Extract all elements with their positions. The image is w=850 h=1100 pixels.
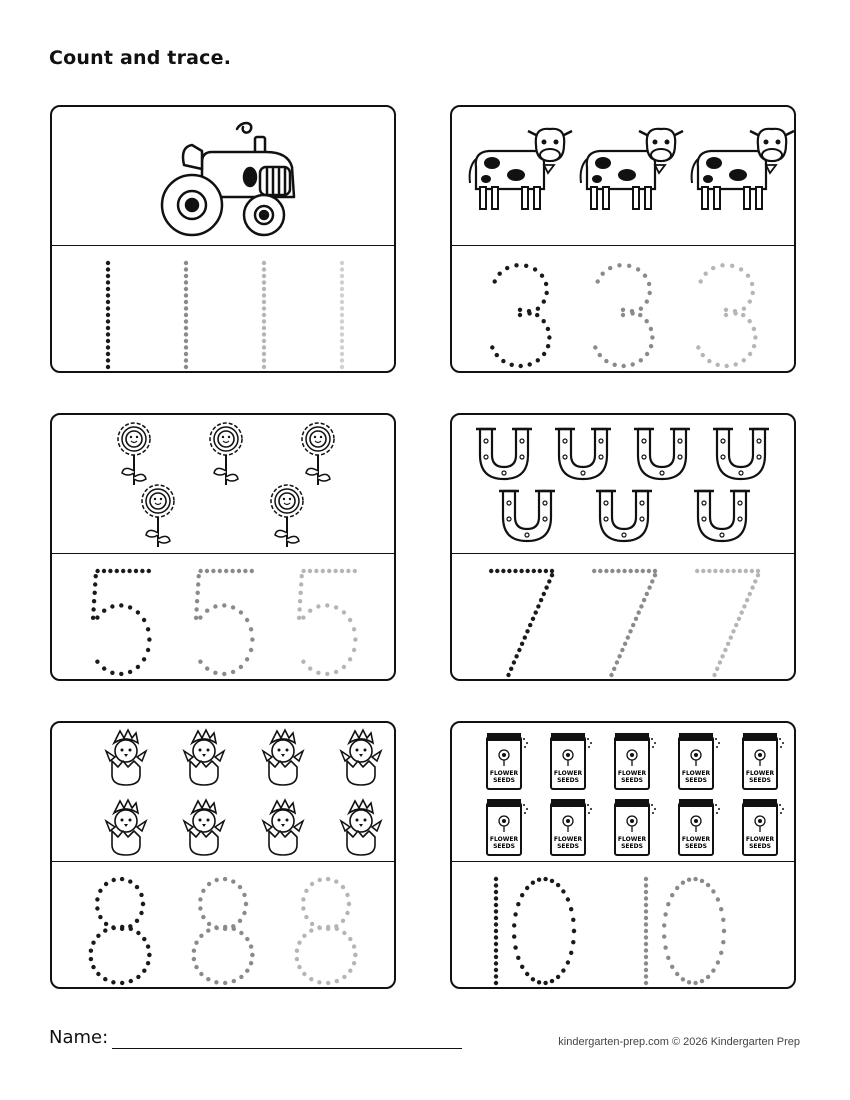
- dotted-digit: [194, 569, 255, 676]
- packet-label: SEEDS: [749, 843, 771, 850]
- tractor-picture: [52, 107, 394, 245]
- cow-icon: [692, 129, 794, 209]
- horseshoe-icon: [694, 491, 750, 541]
- packet-label: SEEDS: [557, 777, 579, 784]
- packet-label: SEEDS: [621, 843, 643, 850]
- chick-icon: [341, 800, 381, 855]
- packet-label: SEEDS: [557, 843, 579, 850]
- cow-icon: [470, 129, 572, 209]
- card-divider: [52, 553, 394, 554]
- packet-label: FLOWER: [553, 836, 583, 843]
- packet-label: FLOWER: [553, 770, 583, 777]
- count-card-10: [450, 721, 796, 989]
- chick-icon: [263, 730, 303, 785]
- dotted-digit: [490, 263, 551, 368]
- seed-packet-icon: [615, 799, 656, 855]
- trace-digits-5[interactable]: [52, 555, 394, 679]
- packet-label: SEEDS: [749, 777, 771, 784]
- tractor-icon: [162, 123, 294, 235]
- packet-label: FLOWER: [681, 770, 711, 777]
- packet-label: FLOWER: [617, 770, 647, 777]
- chick-icon: [263, 800, 303, 855]
- name-write-line[interactable]: [112, 1048, 462, 1049]
- packet-label: SEEDS: [685, 843, 707, 850]
- packet-label: FLOWER: [745, 836, 775, 843]
- count-card-8: [50, 721, 396, 989]
- chick-icon: [341, 730, 381, 785]
- packet-label: FLOWER: [745, 770, 775, 777]
- count-card-5: [50, 413, 396, 681]
- seed-packet-icon: [615, 733, 656, 789]
- dotted-digit: [262, 261, 266, 369]
- dotted-digit: [89, 877, 152, 985]
- dotted-digit: [593, 263, 655, 368]
- dotted-digit: [696, 263, 758, 368]
- packet-label: SEEDS: [621, 777, 643, 784]
- dotted-digit: [644, 877, 726, 985]
- packet-label: FLOWER: [617, 836, 647, 843]
- chicks-picture: [52, 723, 394, 861]
- sunflower-icon: [302, 423, 334, 485]
- dotted-digit: [106, 261, 110, 369]
- card-divider: [452, 861, 794, 862]
- footer-credit: kindergarten-prep.com © 2026 Kindergarten Prep: [558, 1036, 800, 1048]
- seed-packet-icon: [487, 799, 528, 855]
- dotted-digit: [192, 877, 255, 985]
- seed-packet-icon: [679, 799, 720, 855]
- dotted-digit: [184, 261, 188, 369]
- dotted-digit: [592, 569, 657, 677]
- sunflowers-picture: [52, 415, 394, 553]
- chick-icon: [184, 730, 224, 785]
- trace-digits-10[interactable]: [452, 863, 794, 987]
- seed-packet-icon: [551, 799, 592, 855]
- seed-packet-icon: [551, 733, 592, 789]
- sunflower-icon: [142, 485, 174, 547]
- card-divider: [52, 861, 394, 862]
- dotted-digit: [295, 877, 358, 985]
- horseshoe-icon: [634, 429, 690, 479]
- dotted-digit: [340, 261, 344, 369]
- packet-label: FLOWER: [681, 836, 711, 843]
- cows-picture: [452, 107, 794, 245]
- chick-icon: [184, 800, 224, 855]
- dotted-digit: [489, 569, 554, 677]
- horseshoe-icon: [476, 429, 532, 479]
- packet-label: SEEDS: [493, 843, 515, 850]
- chick-icon: [106, 730, 146, 785]
- card-divider: [452, 245, 794, 246]
- horseshoe-icon: [555, 429, 611, 479]
- count-card-3: [450, 105, 796, 373]
- trace-digits-8[interactable]: [52, 863, 394, 987]
- dotted-digit: [494, 877, 576, 985]
- packet-label: FLOWER: [489, 770, 519, 777]
- name-label: Name:: [49, 1027, 109, 1048]
- packet-label: SEEDS: [493, 777, 515, 784]
- count-card-1: [50, 105, 396, 373]
- trace-digits-3[interactable]: [452, 247, 794, 371]
- seed-packet-icon: [487, 733, 528, 789]
- seed-packets-picture: [452, 723, 794, 861]
- count-card-7: [450, 413, 796, 681]
- sunflower-icon: [271, 485, 303, 547]
- packet-label: SEEDS: [685, 777, 707, 784]
- dotted-digit: [297, 569, 358, 676]
- sunflower-icon: [118, 423, 150, 485]
- seed-packet-icon: [679, 733, 720, 789]
- card-divider: [452, 553, 794, 554]
- horseshoe-icon: [596, 491, 652, 541]
- dotted-digit: [91, 569, 152, 676]
- sunflower-icon: [210, 423, 242, 485]
- worksheet-title: Count and trace.: [49, 47, 232, 69]
- card-divider: [52, 245, 394, 246]
- trace-digits-7[interactable]: [452, 555, 794, 679]
- seed-packet-icon: [743, 733, 784, 789]
- seed-packet-icon: [743, 799, 784, 855]
- horseshoe-icon: [499, 491, 555, 541]
- trace-digits-1[interactable]: [52, 247, 394, 371]
- horseshoes-picture: [452, 415, 794, 553]
- horseshoe-icon: [713, 429, 769, 479]
- packet-label: FLOWER: [489, 836, 519, 843]
- cow-icon: [581, 129, 683, 209]
- dotted-digit: [695, 569, 760, 677]
- chick-icon: [106, 800, 146, 855]
